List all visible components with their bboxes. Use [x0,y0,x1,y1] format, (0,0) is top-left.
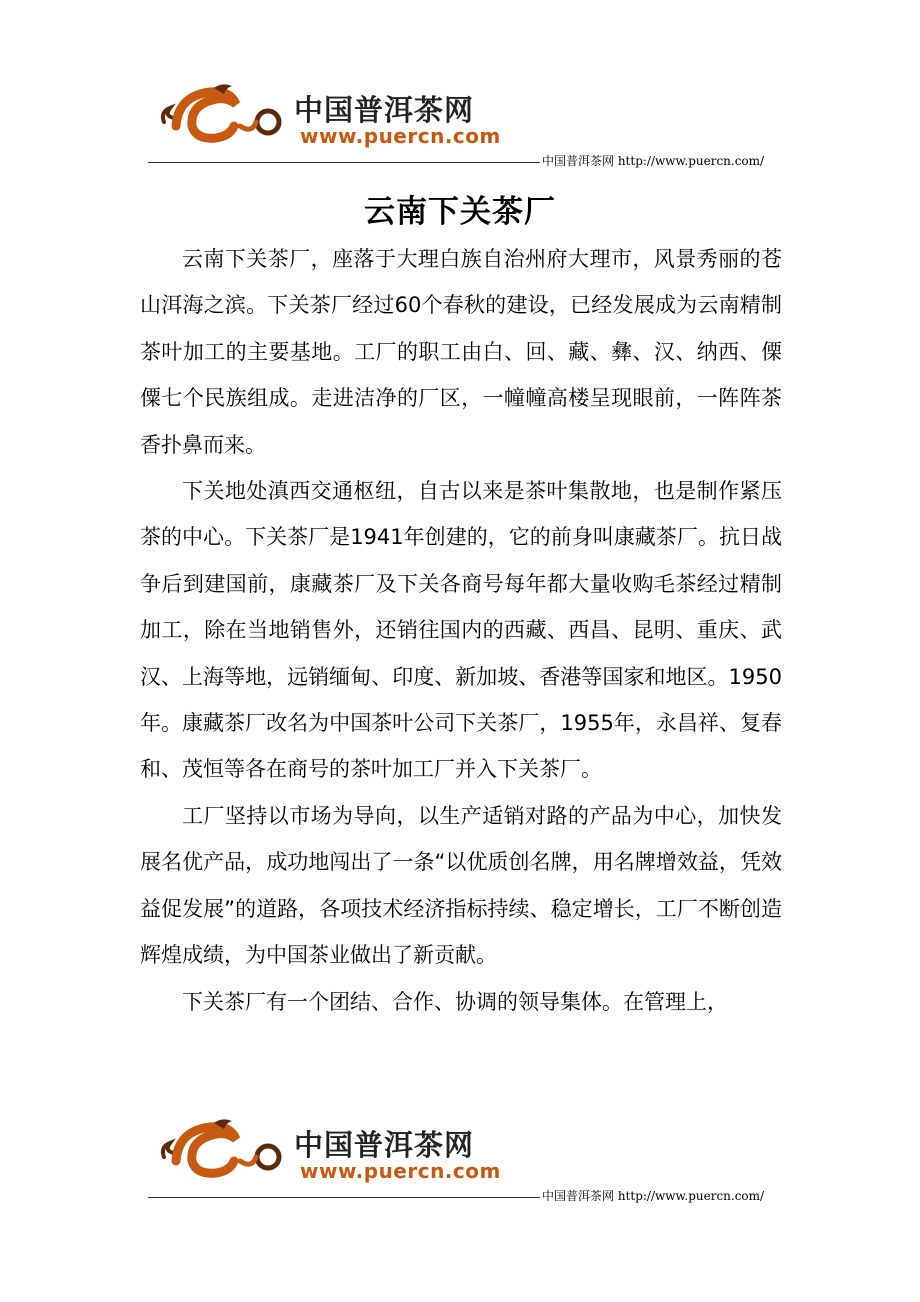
header-divider [148,162,540,163]
footer-divider [148,1197,540,1198]
paragraph-3: 工厂坚持以市场为导向，以生产适销对路的产品为中心，加快发展名优产品，成功地闯出了一条“以优质创名牌，用名牌增效益，凭效益促发展”的道路，各项技术经济指标持续、稳定增长，工厂不断创造辉煌成绩，为中国茶业做出了新贡献。 [140,803,782,968]
paragraph-1: 云南下关茶厂，座落于大理白族自治州府大理市，风景秀丽的苍山洱海之滨。下关茶厂经过60个春秋的建设，已经发展成为云南精制茶叶加工的主要基地。工厂的职工由白、回、藏、彝、汉、纳西、傈僳七个民族组成。走进洁净的厂区，一幢幢高楼呈现眼前，一阵阵茶香扑鼻而来。 [140,247,782,457]
footer-site-logo[interactable] [156,1117,536,1183]
paragraph-4: 下关茶厂有一个团结、合作、协调的领导集体。在管理上， [182,989,728,1014]
logo-chinese-text: 中国普洱茶网 [294,93,475,127]
article-title: 云南下关茶厂 [364,194,556,230]
logo-url-text: www.puercn.com [300,124,501,148]
dragon-teapot-logo-icon [156,82,288,148]
page-footer [148,1117,778,1207]
dragon-teapot-logo-icon [156,1117,288,1183]
paragraph-2: 下关地处滇西交通枢纽，自古以来是茶叶集散地，也是制作紧压茶的中心。下关茶厂是1941年创建的，它的前身叫康藏茶厂。抗日战争后到建国前，康藏茶厂及下关各商号每年都大量收购毛茶经过精制加工，除在当地销售外，还销往国内的西藏、西昌、昆明、重庆、武汉、上海等地，远销缅甸、印度、新加坡、香港等国家和地区。1950年。康藏茶厂改名为中国茶叶公司下关茶厂，1955年，永昌祥、复春和、茂恒等各在商号的茶叶加工厂并入下关茶厂。 [140,479,782,782]
header-site-link[interactable]: 中国普洱茶网 http://www.puercn.com/ [542,154,765,168]
site-logo[interactable] [156,82,536,148]
footer-site-link[interactable]: 中国普洱茶网 http://www.puercn.com/ [542,1189,765,1203]
page-header [148,82,778,172]
footer-logo-chinese-text: 中国普洱茶网 [294,1128,475,1162]
footer-logo-url-text: www.puercn.com [300,1159,501,1183]
article-body [140,236,782,1025]
